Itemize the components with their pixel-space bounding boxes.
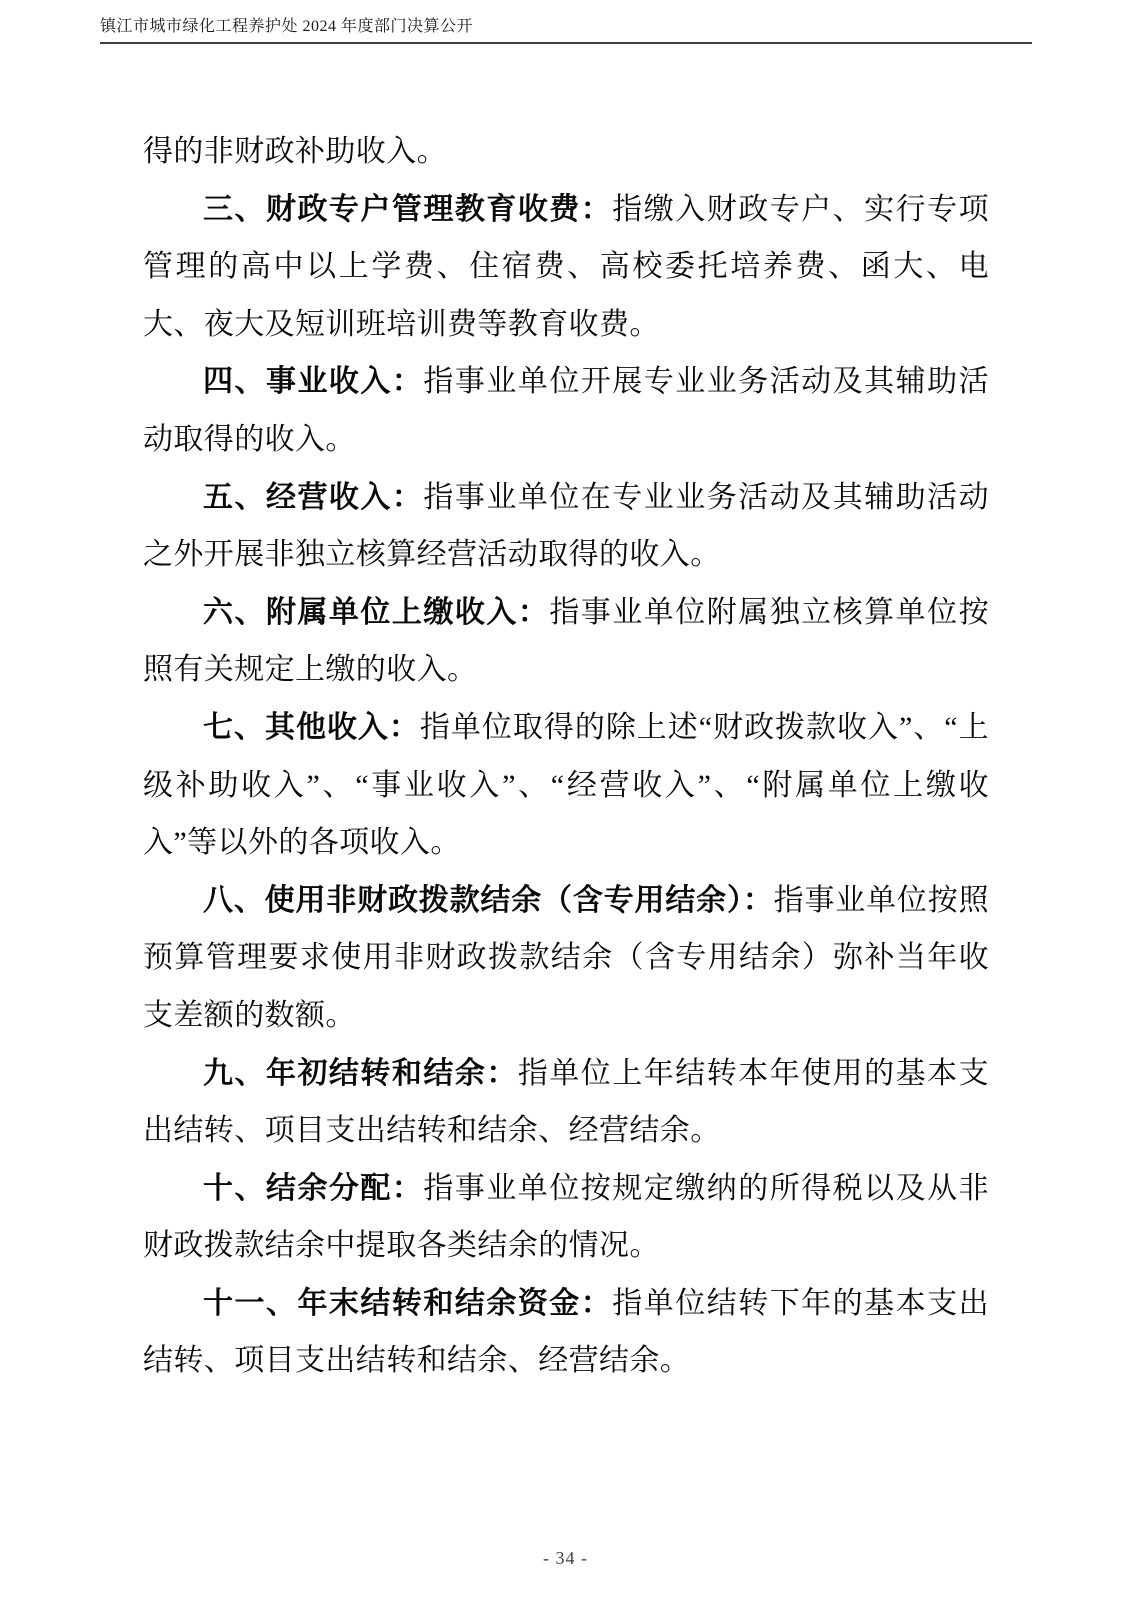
page-header-title: 镇江市城市绿化工程养护处 2024 年度部门决算公开 [100, 18, 474, 35]
page-number: - 34 - [543, 1548, 588, 1568]
paragraph [143, 1045, 989, 1160]
paragraph [143, 699, 989, 872]
paragraph [143, 1275, 989, 1390]
paragraph-text: 指单位取得的除上述“财政拨款收入”、“上级补助收入”、“事业收入”、“经营收入”、“附属单位上缴收入”等以外的各项收入。 [143, 710, 989, 860]
paragraph-text: 指缴入财政专户、实行专项管理的高中以上学费、住宿费、高校委托培养费、函大、电大、夜大及短训班培训费等教育收费。 [143, 192, 989, 341]
paragraph-text: 指事业单位附属独立核算单位按照有关规定上缴的收入。 [143, 595, 989, 687]
paragraph-text: 指单位结转下年的基本支出结转、项目支出结转和结余、经营结余。 [143, 1286, 989, 1378]
header-divider [100, 42, 1032, 44]
paragraph-text: 指事业单位按规定缴纳的所得税以及从非财政拨款结余中提取各类结余的情况。 [143, 1171, 989, 1263]
paragraph [143, 181, 989, 354]
paragraph-lead: 十一、年末结转和结余资金： [203, 1286, 613, 1320]
paragraph-text: 指事业单位在专业业务活动及其辅助活动之外开展非独立核算经营活动取得的收入。 [143, 480, 989, 572]
paragraph [143, 584, 989, 699]
paragraph-lead: 三、财政专户管理教育收费： [203, 192, 613, 226]
paragraph-text: 指事业单位按照预算管理要求使用非财政拨款结余（含专用结余）弥补当年收支差额的数额。 [143, 883, 989, 1032]
paragraph [143, 1160, 989, 1275]
document-body [143, 123, 989, 1390]
paragraph-text: 得的非财政补助收入。 [143, 135, 447, 168]
paragraph-lead: 四、事业收入： [203, 365, 424, 399]
paragraph-text: 指单位上年结转本年使用的基本支出结转、项目支出结转和结余、经营结余。 [143, 1056, 990, 1148]
paragraph-text: 指事业单位开展专业业务活动及其辅助活动取得的收入。 [143, 365, 989, 456]
paragraph-lead: 十、结余分配： [203, 1171, 424, 1205]
paragraph-lead: 六、附属单位上缴收入： [203, 595, 550, 629]
paragraph [143, 123, 989, 181]
paragraph [143, 353, 989, 468]
paragraph-lead: 九、年初结转和结余： [203, 1056, 518, 1090]
paragraph-lead: 五、经营收入： [203, 480, 424, 514]
paragraph [143, 872, 989, 1045]
paragraph-lead: 七、其他收入： [203, 710, 420, 744]
paragraph [143, 469, 989, 584]
paragraph-lead: 八、使用非财政拨款结余（含专用结余）： [203, 883, 774, 917]
